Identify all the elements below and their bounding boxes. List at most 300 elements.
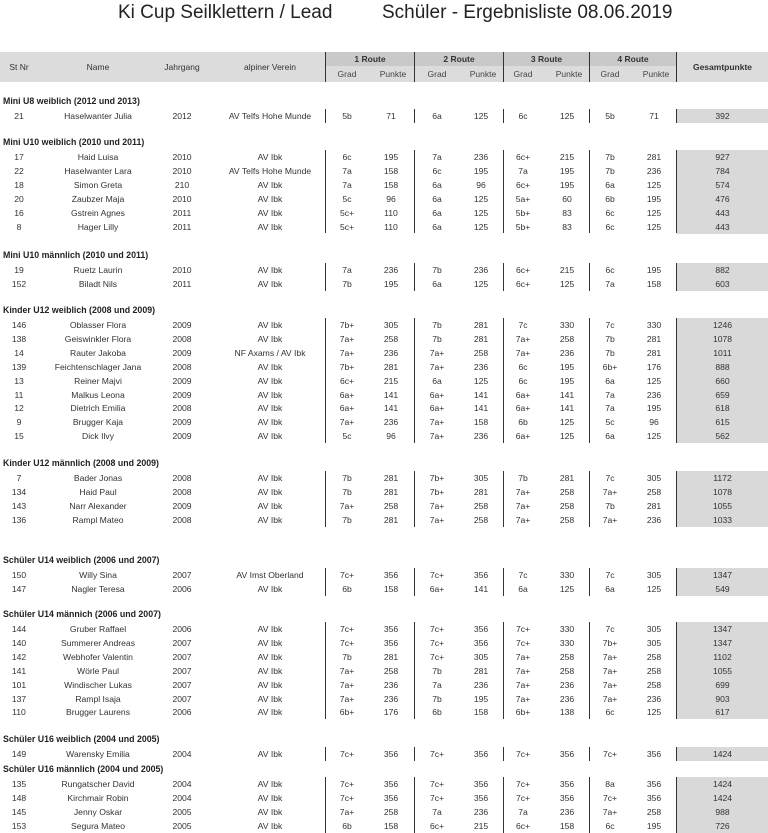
route3-grade: 7a+ [515,486,531,497]
route3-grade: 6c [518,111,528,121]
club: AV Ibk [257,207,283,218]
club: AV Ibk [257,679,283,690]
route1-grade: 7c+ [339,749,355,759]
route1-grade: 7a+ [339,347,355,358]
start-number: 140 [11,637,27,648]
header-grad-4: Grad [600,69,620,79]
total-points: 1347 [677,622,768,636]
club: AV Ibk [257,152,283,162]
birth-year: 2006 [172,707,192,718]
group-title: Mini U10 weiblich (2010 und 2011) [3,137,145,147]
club: AV Ibk [257,265,283,275]
route4-grade: 7b [605,347,615,358]
route3-grade: 6c [518,375,528,386]
birth-year: 2007 [172,651,192,662]
route4-grade: 6a [605,179,615,190]
athlete-name: Brugger Laurens [65,707,131,718]
table-row [0,277,768,291]
athlete-name: Jenny Oskar [73,806,123,817]
route1-points: 281 [383,473,399,483]
route2-grade: 7c+ [429,792,445,803]
route1-points: 158 [383,179,399,190]
start-number: 9 [16,417,22,428]
route3-grade: 6c+ [515,152,531,162]
birth-year: 2009 [172,500,192,511]
group-title: Schüler U16 weiblich (2004 und 2005) [3,734,160,744]
route3-points: 125 [559,417,575,428]
column-divider [414,109,415,123]
header-divider [676,52,677,82]
route2-points: 236 [473,152,489,162]
total-points: 699 [677,678,768,692]
table-row [0,429,768,443]
table-row [0,819,768,833]
route3-grade: 6c+ [515,265,531,275]
header-grad-3: Grad [513,69,533,79]
route1-points: 96 [386,193,396,204]
birth-year: 2009 [172,347,192,358]
birth-year: 2012 [172,111,192,121]
route4-points: 125 [646,431,662,442]
header-punkte-4: Punkte [642,69,670,79]
route4-grade: 7c+ [602,749,618,759]
table-row [0,650,768,664]
route1-points: 356 [383,792,399,803]
club: AV Imst Oberland [236,570,304,580]
start-number: 148 [11,792,27,803]
club: AV Ibk [257,820,283,831]
total-points: 1246 [677,318,768,332]
route3-points: 83 [562,221,572,232]
route2-grade: 7c+ [429,779,445,789]
club: AV Ibk [257,500,283,511]
route2-points: 125 [473,193,489,204]
route3-grade: 5b+ [515,207,531,218]
column-divider [503,747,504,761]
route2-grade: 7a [432,152,442,162]
route3-grade: 6c+ [515,820,531,831]
route4-grade: 5b [605,111,615,121]
route1-points: 281 [383,486,399,497]
route2-grade: 6a [432,111,442,121]
route3-points: 195 [559,361,575,372]
column-divider [325,150,326,233]
route2-grade: 6a+ [429,583,445,594]
start-number: 141 [11,665,27,676]
start-number: 147 [11,583,27,594]
route3-points: 236 [559,693,575,704]
route3-points: 125 [559,111,575,121]
route4-grade: 8a [605,779,615,789]
route2-grade: 6a [432,278,442,289]
route1-grade: 7c+ [339,637,355,648]
total-points: 574 [677,178,768,192]
route2-points: 215 [473,820,489,831]
table-row [0,164,768,178]
route2-grade: 7a+ [429,500,445,511]
start-number: 142 [11,651,27,662]
route2-grade: 6a+ [429,389,445,400]
total-points: 1033 [677,513,768,527]
start-number: 152 [11,278,27,289]
total-points: 988 [677,805,768,819]
route3-grade: 7a+ [515,500,531,511]
route2-points: 356 [473,779,489,789]
start-number: 17 [14,152,24,162]
total-points: 1172 [677,471,768,485]
route3-points: 83 [562,207,572,218]
start-number: 21 [14,111,24,121]
route1-grade: 7c+ [339,779,355,789]
total-points: 1424 [677,747,768,761]
column-divider [414,568,415,596]
start-number: 14 [14,347,24,358]
route2-grade: 7a+ [429,361,445,372]
start-number: 143 [11,500,27,511]
route4-grade: 6a [605,583,615,594]
column-divider [414,150,415,233]
route2-points: 356 [473,624,489,634]
column-divider [503,777,504,833]
club: AV Ibk [257,221,283,232]
total-points: 1347 [677,568,768,582]
route1-points: 258 [383,665,399,676]
column-divider [676,263,677,291]
route1-points: 281 [383,361,399,372]
athlete-name: Geiswinkler Flora [64,333,132,344]
column-divider [414,747,415,761]
table-row [0,485,768,499]
column-divider [589,471,590,527]
route4-points: 125 [646,583,662,594]
birth-year: 2009 [172,417,192,428]
route1-grade: 5c [342,431,352,442]
club: NF Axams / AV Ibk [234,347,306,358]
column-divider [676,318,677,443]
route3-points: 138 [559,707,575,718]
header-divider [589,52,590,82]
route2-points: 195 [473,165,489,176]
route3-points: 330 [559,320,575,330]
club: AV Ibk [257,486,283,497]
route4-points: 125 [646,375,662,386]
total-points: 659 [677,388,768,402]
total-points: 1078 [677,485,768,499]
route2-grade: 7a+ [429,514,445,525]
start-number: 13 [14,375,24,386]
column-divider [589,263,590,291]
birth-year: 2010 [172,193,192,204]
route2-points: 281 [473,486,489,497]
club: AV Ibk [257,403,283,414]
route1-grade: 7a [342,265,352,275]
route2-grade: 6c+ [429,820,445,831]
start-number: 144 [11,624,27,634]
route3-grade: 7c+ [515,637,531,648]
athlete-name: Oblasser Flora [69,320,127,330]
header-grad-1: Grad [337,69,357,79]
route4-points: 281 [646,347,662,358]
route2-points: 236 [473,806,489,817]
group-title: Schüler U16 männlich (2004 und 2005) [3,764,164,774]
route4-grade: 6c [605,207,615,218]
route3-points: 356 [559,792,575,803]
column-divider [414,777,415,833]
route4-grade: 6a [605,431,615,442]
route2-points: 305 [473,473,489,483]
header-route-4: 4 Route [590,52,676,66]
birth-year: 2010 [172,265,192,275]
route3-points: 125 [559,278,575,289]
start-number: 150 [11,570,27,580]
column-divider [325,318,326,443]
birth-year: 2007 [172,637,192,648]
column-divider [676,622,677,719]
start-number: 137 [11,693,27,704]
start-number: 139 [11,361,27,372]
header-route-3: 3 Route [504,52,589,66]
athlete-name: Warensky Emilia [66,749,130,759]
route3-points: 60 [562,193,572,204]
column-divider [589,777,590,833]
route3-grade: 7c [518,570,528,580]
club: AV Ibk [257,389,283,400]
club: AV Ibk [257,333,283,344]
header-route-2: 2 Route [415,52,503,66]
route1-points: 236 [383,265,399,275]
route1-grade: 6b [342,583,352,594]
athlete-name: Haselwanter Julia [64,111,132,121]
route1-points: 71 [386,111,396,121]
header-verein: alpiner Verein [244,62,296,72]
route3-grade: 7a+ [515,514,531,525]
route2-grade: 7b [432,265,442,275]
birth-year: 2009 [172,389,192,400]
header-punkte-3: Punkte [555,69,583,79]
route2-points: 236 [473,431,489,442]
club: AV Telfs Hohe Munde [228,111,312,121]
route2-grade: 7c+ [429,637,445,648]
column-divider [589,150,590,233]
route3-points: 330 [559,570,575,580]
athlete-name: Malkus Leona [71,389,125,400]
club: AV Ibk [257,361,283,372]
birth-year: 210 [174,179,190,190]
route2-points: 356 [473,792,489,803]
route3-grade: 7a+ [515,665,531,676]
route3-points: 356 [559,779,575,789]
column-divider [414,471,415,527]
route2-grade: 6a [432,193,442,204]
table-row [0,471,768,485]
athlete-name: Rauter Jakoba [70,347,126,358]
total-points: 726 [677,819,768,833]
table-row [0,206,768,220]
column-divider [325,622,326,719]
athlete-name: Webhofer Valentin [63,651,133,662]
column-divider [589,318,590,443]
route2-grade: 7a+ [429,431,445,442]
route3-grade: 7a [518,165,528,176]
route2-points: 158 [473,417,489,428]
table-row [0,220,768,234]
route3-grade: 7a+ [515,651,531,662]
start-number: 135 [11,779,27,789]
route4-points: 258 [646,651,662,662]
route3-grade: 7c+ [515,779,531,789]
column-divider [503,318,504,443]
route3-grade: 6c [518,361,528,372]
route2-grade: 6a+ [429,403,445,414]
route2-grade: 7a [432,679,442,690]
route3-grade: 7c+ [515,792,531,803]
route3-grade: 6c+ [515,179,531,190]
route4-points: 356 [646,792,662,803]
club: AV Ibk [257,417,283,428]
birth-year: 2011 [172,278,192,289]
header-name: Name [86,62,110,72]
birth-year: 2004 [172,779,192,789]
route3-grade: 7c [518,320,528,330]
athlete-name: Haid Luisa [77,152,119,162]
start-number: 15 [14,431,24,442]
column-divider [503,471,504,527]
birth-year: 2008 [172,361,192,372]
route3-points: 356 [559,749,575,759]
table-row [0,318,768,332]
club: AV Ibk [257,651,283,662]
table-row [0,582,768,596]
route2-points: 141 [473,583,489,594]
total-points: 1102 [677,650,768,664]
column-divider [589,747,590,761]
table-row [0,513,768,527]
route1-points: 356 [383,624,399,634]
route2-grade: 6c [432,165,442,176]
total-points: 1424 [677,791,768,805]
route3-points: 125 [559,583,575,594]
total-points: 549 [677,582,768,596]
route1-grade: 7c+ [339,624,355,634]
start-number: 16 [14,207,24,218]
route4-points: 258 [646,679,662,690]
route2-points: 258 [473,347,489,358]
athlete-name: Gstrein Agnes [71,207,125,218]
table-row [0,568,768,582]
route4-points: 125 [646,707,662,718]
birth-year: 2004 [172,792,192,803]
athlete-name: Hager Lilly [77,221,119,232]
athlete-name: Willy Sina [79,570,117,580]
header-divider [414,52,415,82]
route4-grade: 7c [605,320,615,330]
athlete-name: Zaubzer Maja [71,193,125,204]
table-row [0,388,768,402]
route4-points: 195 [646,265,662,275]
route1-grade: 6c+ [339,375,355,386]
athlete-name: Nagler Teresa [71,583,125,594]
birth-year: 2009 [172,320,192,330]
group-title: Kinder U12 männlich (2008 und 2009) [3,458,159,468]
route2-points: 281 [473,320,489,330]
route2-points: 258 [473,514,489,525]
route1-grade: 7a+ [339,417,355,428]
total-points: 618 [677,401,768,415]
route2-grade: 7c+ [429,651,445,662]
column-divider [325,747,326,761]
start-number: 7 [16,473,22,483]
club: AV Ibk [257,375,283,386]
header-punkte-2: Punkte [469,69,497,79]
route1-points: 236 [383,693,399,704]
route1-grade: 7a+ [339,693,355,704]
route3-grade: 7c+ [515,624,531,634]
birth-year: 2008 [172,333,192,344]
route4-grade: 7c [605,473,615,483]
route3-points: 258 [559,651,575,662]
route2-grade: 6b [432,707,442,718]
route2-grade: 6a [432,375,442,386]
route2-grade: 7b+ [429,486,445,497]
route4-grade: 7a+ [602,665,618,676]
total-points: 660 [677,374,768,388]
column-divider [503,109,504,123]
route1-points: 195 [383,152,399,162]
club: AV Ibk [257,749,283,759]
athlete-name: Brugger Kaja [72,417,124,428]
route1-points: 176 [383,707,399,718]
route2-grade: 7b [432,333,442,344]
route1-points: 195 [383,278,399,289]
table-row [0,791,768,805]
total-points: 1011 [677,346,768,360]
table-row [0,622,768,636]
club: AV Ibk [257,431,283,442]
birth-year: 2006 [172,624,192,634]
route1-grade: 5b [342,111,352,121]
route3-points: 258 [559,333,575,344]
route4-grade: 6b+ [602,361,618,372]
club: AV Ibk [257,514,283,525]
route3-grade: 7b [518,473,528,483]
header-divider [503,52,504,82]
route1-points: 236 [383,347,399,358]
route1-grade: 7b [342,278,352,289]
start-number: 134 [11,486,27,497]
route4-grade: 7b+ [602,637,618,648]
route3-points: 236 [559,679,575,690]
route4-points: 356 [646,749,662,759]
start-number: 11 [14,389,24,400]
route1-grade: 5c+ [339,221,355,232]
table-row [0,401,768,415]
table-row [0,150,768,164]
table-row [0,777,768,791]
route4-points: 195 [646,193,662,204]
athlete-name: Haid Paul [79,486,117,497]
route2-grade: 7a+ [429,347,445,358]
table-row [0,499,768,513]
club: AV Ibk [257,665,283,676]
route4-points: 176 [646,361,662,372]
start-number: 12 [14,403,24,414]
route3-grade: 6b+ [515,707,531,718]
club: AV Ibk [257,320,283,330]
route4-points: 281 [646,152,662,162]
route4-grade: 7a+ [602,806,618,817]
table-row [0,332,768,346]
route4-grade: 7b [605,165,615,176]
